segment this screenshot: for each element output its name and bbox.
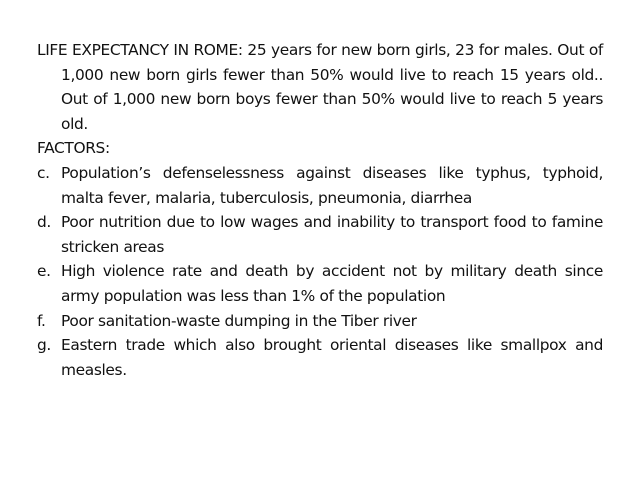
factor-text: High violence rate and death by accident not by military death since army population was less than 1% of the population [61,262,603,305]
intro-paragraph: LIFE EXPECTANCY IN ROME: 25 years for new born girls, 23 for males. Out of 1,000 new born girls fewer than 50% would live to reach 15 years old.. Out of 1,000 new born boys fewer than 50% would live to reach 5 years old. [37,41,603,133]
factors-heading: FACTORS: [37,139,110,158]
factor-marker: f. [37,311,46,330]
factor-marker: d. [37,213,51,232]
factor-marker: e. [37,262,51,281]
factor-item-d [37,210,603,259]
factor-text: Poor sanitation-waste dumping in the Tiber river [61,311,417,330]
factor-text: Population’s defenselessness against diseases like typhus, typhoid, malta fever, malaria, tuberculosis, pneumonia, diarrhea [61,163,603,207]
factor-item-c [37,161,603,210]
factor-marker: g. [37,336,51,355]
factor-item-g [37,333,603,382]
factor-item-e [37,259,603,308]
slide-body [37,38,603,382]
factor-text: Eastern trade which also brought oriental diseases like smallpox and measles. [61,336,603,379]
factor-item-f [37,309,603,334]
factor-marker: c. [37,163,50,182]
factor-text: Poor nutrition due to low wages and inability to transport food to famine stricken areas [61,213,603,256]
